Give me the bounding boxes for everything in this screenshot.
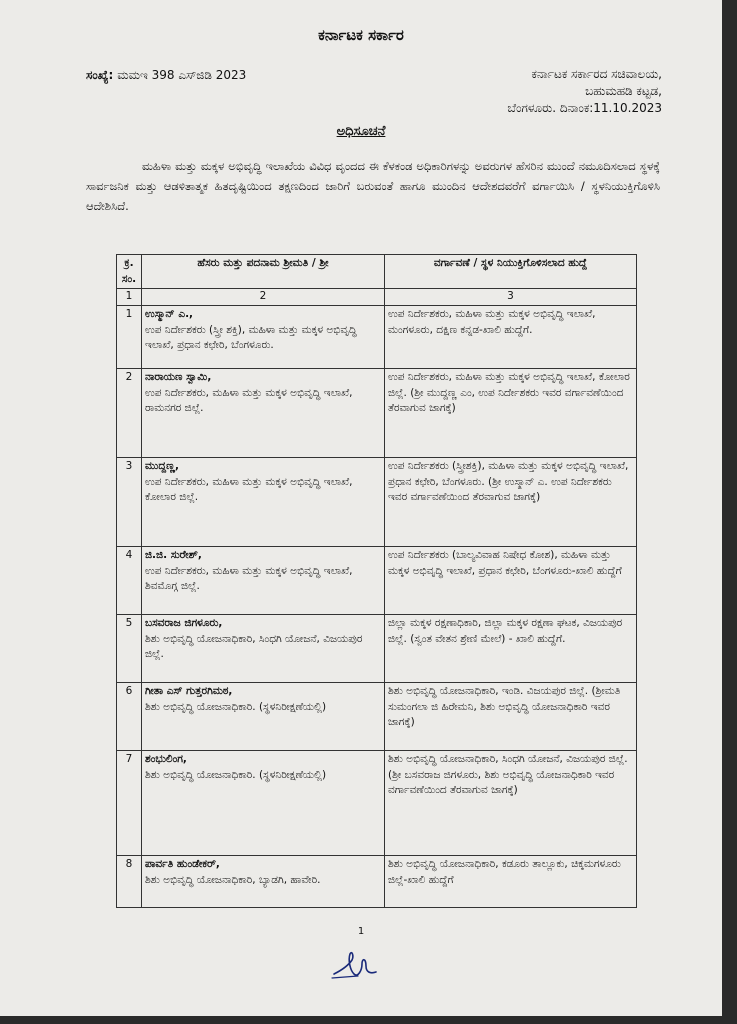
officer-name: ಗೀತಾ ಎಸ್ ಗುತ್ತರಗಿಮಠ,	[145, 685, 233, 697]
officer-name: ಮುದ್ದಣ್ಣ,	[145, 460, 179, 472]
officer-name: ಶಂಭುಲಿಂಗ,	[145, 753, 187, 765]
row-posting: ಉಪ ನಿರ್ದೇಶಕರು, ಮಹಿಳಾ ಮತ್ತು ಮಕ್ಕಳ ಅಭಿವೃದ್ಧಿ ಇಲಾಖೆ, ಮಂಗಳೂರು, ದಕ್ಷಿಣ ಕನ್ನಡ-ಖಾಲಿ ಹುದ್ದೆಗೆ.	[385, 306, 637, 369]
row-sl-no: 6	[117, 683, 142, 751]
table-row	[117, 369, 637, 458]
row-posting: ಶಿಶು ಅಭಿವೃದ್ಧಿ ಯೋಜನಾಧಿಕಾರಿ, ಇಂಡಿ. ವಿಜಯಪುರ ಜಿಲ್ಲೆ. (ಶ್ರೀಮತಿ ಸುಮಂಗಲಾ ಜಿ ಹಿರೇಮನಿ, ಶಿಶು ಅಭಿವೃದ್ಧಿ ಯೋಜನಾಧಿಕಾರಿ ಇವರ ಜಾಗಕ್ಕೆ)	[385, 683, 637, 751]
table-row	[117, 547, 637, 615]
table-row	[117, 458, 637, 547]
officer-name: ಜಿ.ಜಿ. ಸುರೇಶ್,	[145, 549, 202, 561]
officer-designation: ಉಪ ನಿರ್ದೇಶಕರು, ಮಹಿಳಾ ಮತ್ತು ಮಕ್ಕಳ ಅಭಿವೃದ್ಧಿ ಇಲಾಖೆ, ಕೋಲಾರ ಜಿಲ್ಲೆ.	[145, 475, 353, 503]
header-posting: ವರ್ಗಾವಣೆ / ಸ್ಥಳ ನಿಯುಕ್ತಿಗೊಳಿಸಲಾದ ಹುದ್ದೆ	[385, 255, 637, 289]
table-row	[117, 856, 637, 908]
transfer-table	[116, 254, 637, 908]
page-number: 1	[357, 926, 365, 937]
table-row	[117, 683, 637, 751]
order-label: ಸಂಖ್ಯೆ:	[86, 68, 114, 82]
address-line-2: ಬಹುಮಹಡಿ ಕಟ್ಟಡ,	[585, 84, 662, 98]
row-name-cell	[142, 306, 385, 369]
officer-name: ನಾರಾಯಣ ಸ್ವಾಮಿ,	[145, 371, 212, 383]
notification-paragraph: ಮಹಿಳಾ ಮತ್ತು ಮಕ್ಕಳ ಅಭಿವೃದ್ಧಿ ಇಲಾಖೆಯ ವಿವಿಧ ವೃಂದದ ಈ ಕೆಳಕಂಡ ಅಧಿಕಾರಿಗಳನ್ನು ಅವರುಗಳ ಹೆಸರಿನ ಮುಂದೆ ನಮೂದಿಸಲಾದ ಸ್ಥಳಕ್ಕೆ ಸಾರ್ವಜನಿಕ ಮತ್ತು ಆಡಳಿತಾತ್ಮಕ ಹಿತದೃಷ್ಟಿಯಿಂದ ತಕ್ಷಣದಿಂದ ಜಾರಿಗೆ ಬರುವಂತೆ ಹಾಗೂ ಮುಂದಿನ ಆದೇಶದವರೆಗೆ ವರ್ಗಾಯಿಸಿ / ಸ್ಥಳನಿಯುಕ್ತಿಗೊಳಿಸಿ ಆದೇಶಿಸಿದೆ.	[86, 159, 660, 213]
officer-designation: ಶಿಶು ಅಭಿವೃದ್ಧಿ ಯೋಜನಾಧಿಕಾರಿ. (ಸ್ಥಳನಿರೀಕ್ಷಣೆಯಲ್ಲಿ)	[145, 700, 327, 713]
column-number-2: 2	[142, 289, 385, 306]
row-posting: ಉಪ ನಿರ್ದೇಶಕರು, ಮಹಿಳಾ ಮತ್ತು ಮಕ್ಕಳ ಅಭಿವೃದ್ಧಿ ಇಲಾಖೆ, ಕೋಲಾರ ಜಿಲ್ಲೆ. (ಶ್ರೀ ಮುದ್ದಣ್ಣ ಎಂ, ಉಪ ನಿರ್ದೇಶಕರು ಇವರ ವರ್ಗಾವಣೆಯಿಂದ ತೆರವಾಗುವ ಜಾಗಕ್ಕೆ)	[385, 369, 637, 458]
row-name-cell	[142, 547, 385, 615]
row-sl-no: 4	[117, 547, 142, 615]
row-sl-no: 3	[117, 458, 142, 547]
office-address	[432, 66, 662, 117]
row-sl-no: 7	[117, 751, 142, 856]
row-posting: ಉಪ ನಿರ್ದೇಶಕರು (ಬಾಲ್ಯವಿವಾಹ ನಿಷೇಧ ಕೋಶ), ಮಹಿಳಾ ಮತ್ತು ಮಕ್ಕಳ ಅಭಿವೃದ್ಧಿ ಇಲಾಖೆ, ಪ್ರಧಾನ ಕಛೇರಿ, ಬೆಂಗಳೂರು-ಖಾಲಿ ಹುದ್ದೆಗೆ	[385, 547, 637, 615]
row-name-cell	[142, 615, 385, 683]
row-sl-no: 5	[117, 615, 142, 683]
address-line-1: ಕರ್ನಾಟಕ ಸರ್ಕಾರದ ಸಚಿವಾಲಯ,	[531, 67, 662, 81]
table-header-row	[117, 255, 637, 289]
officer-designation: ಉಪ ನಿರ್ದೇಶಕರು, ಮಹಿಳಾ ಮತ್ತು ಮಕ್ಕಳ ಅಭಿವೃದ್ಧಿ ಇಲಾಖೆ, ರಾಮನಗರ ಜಿಲ್ಲೆ.	[145, 386, 353, 414]
row-posting: ಉಪ ನಿರ್ದೇಶಕರು (ಸ್ತ್ರೀಶಕ್ತಿ), ಮಹಿಳಾ ಮತ್ತು ಮಕ್ಕಳ ಅಭಿವೃದ್ಧಿ ಇಲಾಖೆ, ಪ್ರಧಾನ ಕಛೇರಿ, ಬೆಂಗಳೂರು. (ಶ್ರೀ ಉಸ್ಮಾನ್ ಎ. ಉಪ ನಿರ್ದೇಶಕರು ಇವರ ವರ್ಗಾವಣೆಯಿಂದ ತೆರವಾಗುವ ಜಾಗಕ್ಕೆ)	[385, 458, 637, 547]
row-name-cell	[142, 683, 385, 751]
row-name-cell	[142, 458, 385, 547]
row-sl-no: 8	[117, 856, 142, 908]
header-sl-no: ಕ್ರ. ಸಂ.	[117, 255, 142, 289]
officer-designation: ಶಿಶು ಅಭಿವೃದ್ಧಿ ಯೋಜನಾಧಿಕಾರಿ, ಬ್ಯಾಡಗಿ, ಹಾವೇರಿ.	[145, 873, 321, 886]
row-name-cell	[142, 751, 385, 856]
table-row	[117, 751, 637, 856]
officer-designation: ಶಿಶು ಅಭಿವೃದ್ಧಿ ಯೋಜನಾಧಿಕಾರಿ. (ಸ್ಥಳನಿರೀಕ್ಷಣೆಯಲ್ಲಿ)	[145, 768, 327, 781]
column-number-1: 1	[117, 289, 142, 306]
officer-designation: ಶಿಶು ಅಭಿವೃದ್ಧಿ ಯೋಜನಾಧಿಕಾರಿ, ಸಿಂಧಗಿ ಯೋಜನೆ, ವಿಜಯಪುರ ಜಿಲ್ಲೆ.	[145, 632, 363, 660]
row-posting: ಶಿಶು ಅಭಿವೃದ್ಧಿ ಯೋಜನಾಧಿಕಾರಿ, ಸಿಂಧಗಿ ಯೋಜನೆ, ವಿಜಯಪುರ ಜಿಲ್ಲೆ. (ಶ್ರೀ ಬಸವರಾಜ ಜಿಗಳೂರು, ಶಿಶು ಅಭಿವೃದ್ಧಿ ಯೋಜನಾಧಿಕಾರಿ ಇವರ ವರ್ಗಾವಣೆಯಿಂದ ತೆರವಾಗುವ ಜಾಗಕ್ಕೆ)	[385, 751, 637, 856]
government-title: ಕರ್ನಾಟಕ ಸರ್ಕಾರ	[318, 26, 404, 44]
officer-designation: ಉಪ ನಿರ್ದೇಶಕರು, ಮಹಿಳಾ ಮತ್ತು ಮಕ್ಕಳ ಅಭಿವೃದ್ಧಿ ಇಲಾಖೆ, ಶಿವಮೊಗ್ಗ ಜಿಲ್ಲೆ.	[145, 564, 353, 592]
order-number-value: ಮಮಇ 398 ಎಸ್‌ಜಿಡಿ 2023	[117, 68, 247, 82]
header-name-designation: ಹೆಸರು ಮತ್ತು ಪದನಾಮ ಶ್ರೀಮತಿ / ಶ್ರೀ	[142, 255, 385, 289]
row-posting: ಶಿಶು ಅಭಿವೃದ್ಧಿ ಯೋಜನಾಧಿಕಾರಿ, ಕಡೂರು ತಾಲ್ಲೂಕು, ಚಿಕ್ಕಮಗಳೂರು ಜಿಲ್ಲೆ-ಖಾಲಿ ಹುದ್ದೆಗೆ	[385, 856, 637, 908]
address-line-3: ಬೆಂಗಳೂರು. ದಿನಾಂಕ:11.10.2023	[507, 101, 662, 115]
row-name-cell	[142, 856, 385, 908]
table-row	[117, 615, 637, 683]
order-number	[86, 68, 246, 83]
officer-name: ಬಸವರಾಜ ಜಿಗಳೂರು,	[145, 617, 223, 629]
row-posting: ಜಿಲ್ಲಾ ಮಕ್ಕಳ ರಕ್ಷಣಾಧಿಕಾರಿ, ಜಿಲ್ಲಾ ಮಕ್ಕಳ ರಕ್ಷಣಾ ಘಟಕ, ವಿಜಯಪುರ ಜಿಲ್ಲೆ. (ಸ್ವಂತ ವೇತನ ಶ್ರೇಣಿ ಮೇಲೆ) - ಖಾಲಿ ಹುದ್ದೆಗೆ.	[385, 615, 637, 683]
row-sl-no: 1	[117, 306, 142, 369]
row-name-cell	[142, 369, 385, 458]
row-sl-no: 2	[117, 369, 142, 458]
table-row	[117, 306, 637, 369]
column-number-row	[117, 289, 637, 306]
column-number-3: 3	[385, 289, 637, 306]
notification-title: ಅಧಿಸೂಚನೆ	[336, 124, 386, 139]
officer-name: ಪಾರ್ವತಿ ಹುಂಡೇಕರ್,	[145, 858, 220, 870]
signature-mark	[328, 940, 388, 984]
officer-name: ಉಸ್ಮಾನ್ ಎ.,	[145, 308, 194, 320]
officer-designation: ಉಪ ನಿರ್ದೇಶಕರು (ಸ್ತ್ರೀ ಶಕ್ತಿ), ಮಹಿಳಾ ಮತ್ತು ಮಕ್ಕಳ ಅಭಿವೃದ್ಧಿ ಇಲಾಖೆ, ಪ್ರಧಾನ ಕಛೇರಿ, ಬೆಂಗಳೂರು.	[145, 323, 357, 351]
